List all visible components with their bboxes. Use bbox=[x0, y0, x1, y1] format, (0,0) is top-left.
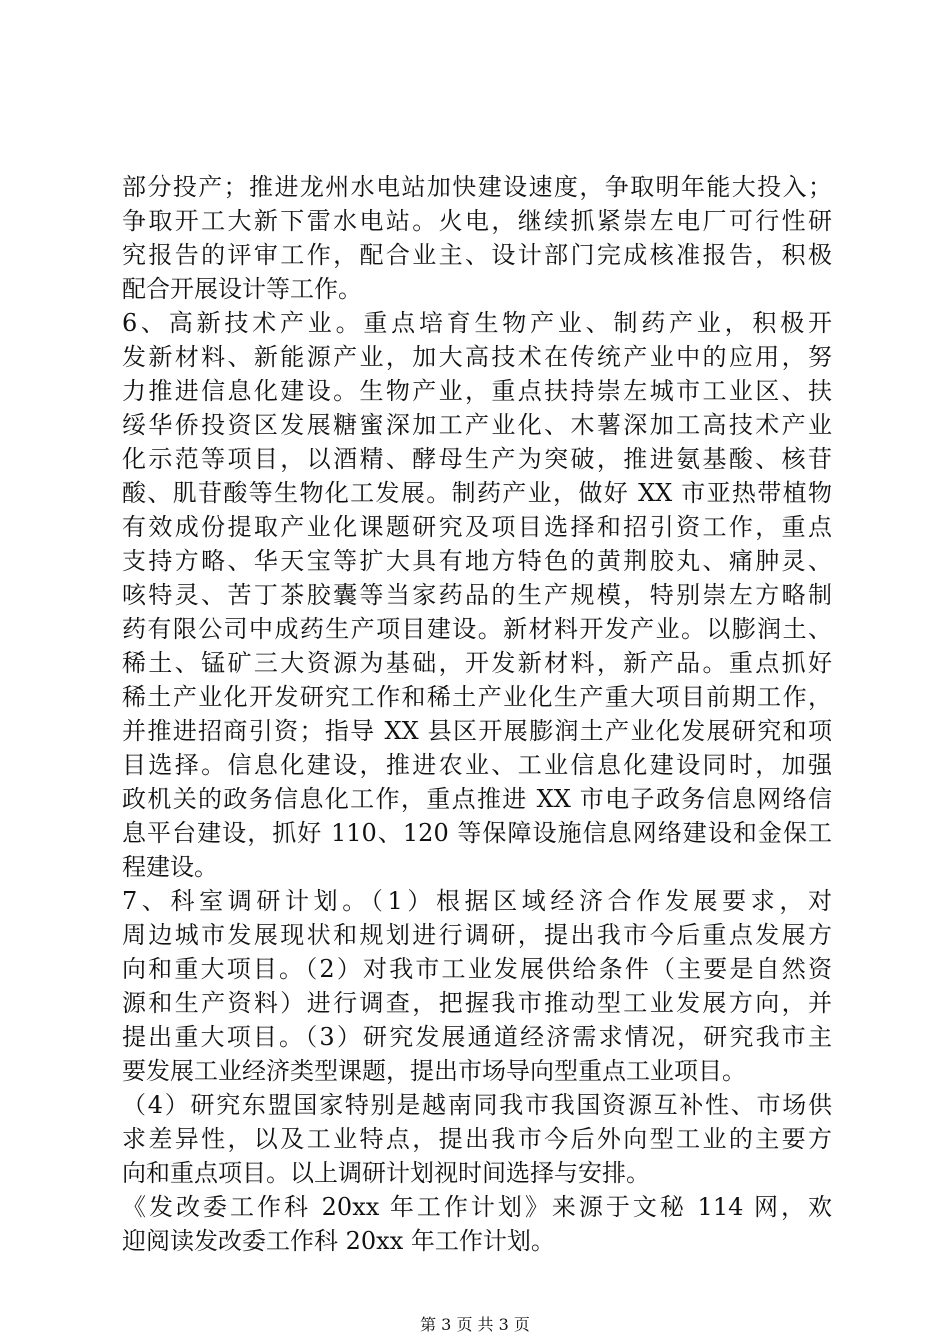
text-line: 配合开展设计等工作。 bbox=[122, 275, 362, 303]
text-line: 力推进信息化建设。生物产业，重点扶持崇左城市工业区、扶 bbox=[122, 377, 832, 405]
text-line: 目选择。信息化建设，推进农业、工业信息化建设同时，加强 bbox=[122, 751, 832, 779]
text-line: 支持方略、华天宝等扩大具有地方特色的黄荆胶丸、痛肿灵、 bbox=[122, 547, 832, 575]
text-line: 究报告的评审工作，配合业主、设计部门完成核准报告，积极 bbox=[122, 241, 832, 269]
text-line: 政机关的政务信息化工作，重点推进 XX 市电子政务信息网络信 bbox=[122, 785, 832, 813]
text-line: 向和重大项目。（2）对我市工业发展供给条件（主要是自然资 bbox=[122, 955, 832, 983]
text-line: 7、科室调研计划。（1）根据区域经济合作发展要求，对 bbox=[122, 887, 832, 915]
text-line: 酸、肌苷酸等生物化工发展。制药产业，做好 XX 市亚热带植物 bbox=[122, 479, 832, 507]
text-line: 部分投产；推进龙州水电站加快建设速度，争取明年能大投入； bbox=[122, 173, 832, 201]
text-line: 周边城市发展现状和规划进行调研，提出我市今后重点发展方 bbox=[122, 921, 832, 949]
text-line: 稀土产业化开发研究工作和稀土产业化生产重大项目前期工作， bbox=[122, 683, 832, 711]
text-line: 要发展工业经济类型课题，提出市场导向型重点工业项目。 bbox=[122, 1057, 746, 1085]
text-line: 求差异性，以及工业特点，提出我市今后外向型工业的主要方 bbox=[122, 1125, 832, 1153]
text-line: 向和重点项目。以上调研计划视时间选择与安排。 bbox=[122, 1159, 650, 1187]
page-footer: 第 3 页 共 3 页 bbox=[420, 1315, 530, 1334]
text-line: 提出重大项目。（3）研究发展通道经济需求情况，研究我市主 bbox=[122, 1023, 832, 1051]
text-line: 稀土、锰矿三大资源为基础，开发新材料，新产品。重点抓好 bbox=[122, 649, 832, 677]
text-line: （4）研究东盟国家特别是越南同我市我国资源互补性、市场供 bbox=[122, 1091, 832, 1119]
text-line: 源和生产资料）进行调查，把握我市推动型工业发展方向，并 bbox=[122, 989, 832, 1017]
text-line: 6、高新技术产业。重点培育生物产业、制药产业，积极开 bbox=[122, 309, 832, 337]
text-line: 争取开工大新下雷水电站。火电，继续抓紧崇左电厂可行性研 bbox=[122, 207, 832, 235]
text-line: 有效成份提取产业化课题研究及项目选择和招引资工作，重点 bbox=[122, 513, 832, 541]
text-line: 迎阅读发改委工作科 20xx 年工作计划。 bbox=[122, 1227, 555, 1255]
text-line: 《发改委工作科 20xx 年工作计划》来源于文秘 114 网，欢 bbox=[122, 1193, 832, 1221]
text-line: 药有限公司中成药生产项目建设。新材料开发产业。以膨润土、 bbox=[122, 615, 832, 643]
text-line: 化示范等项目，以酒精、酵母生产为突破，推进氨基酸、核苷 bbox=[122, 445, 832, 473]
text-line: 咳特灵、苦丁茶胶囊等当家药品的生产规模，特别崇左方略制 bbox=[122, 581, 832, 609]
text-line: 绥华侨投资区发展糖蜜深加工产业化、木薯深加工高技术产业 bbox=[122, 411, 832, 439]
text-line: 息平台建设，抓好 110、120 等保障设施信息网络建设和金保工 bbox=[122, 819, 832, 847]
text-line: 发新材料、新能源产业，加大高技术在传统产业中的应用，努 bbox=[122, 343, 832, 371]
text-line: 程建设。 bbox=[122, 853, 218, 881]
text-line: 并推进招商引资；指导 XX 县区开展膨润土产业化发展研究和项 bbox=[122, 717, 832, 745]
